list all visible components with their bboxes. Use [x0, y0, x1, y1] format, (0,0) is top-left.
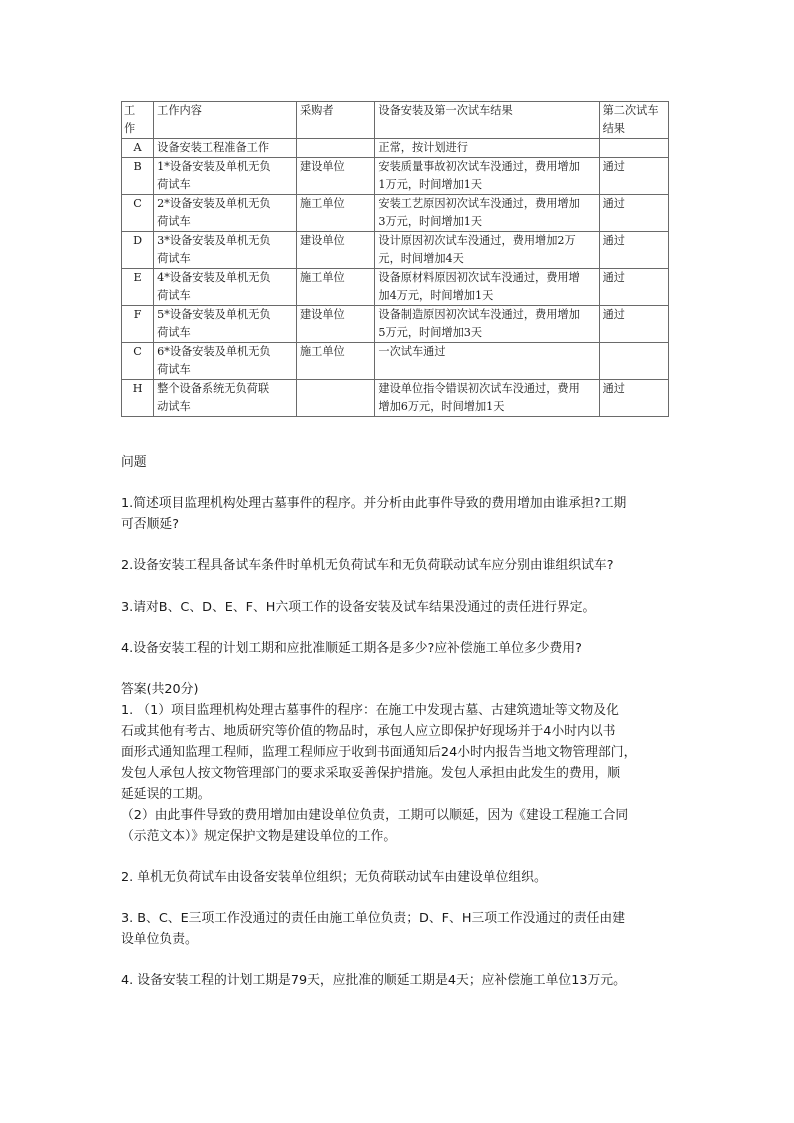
question-4: 4.设备安装工程的计划工期和应批准顺延工期各是多少?应补偿施工单位多少费用?	[121, 641, 582, 656]
cell-result1: 设备制造原因初次试车没通过，费用增加 5万元，时间增加3天	[375, 306, 599, 343]
table-row	[122, 195, 669, 232]
cell-buyer	[296, 380, 374, 417]
answer-line: 石或其他有考古、地质研究等价值的物品时，承包人应立即保护好现场并于4小时内以书	[121, 724, 616, 739]
table-header-row	[122, 102, 669, 139]
cell-result2	[599, 343, 668, 380]
cell-result2: 通过	[599, 380, 668, 417]
answer-2: 2. 单机无负荷试车由设备安装单位组织；无负荷联动试车由建设单位组织。	[121, 870, 547, 885]
cell-buyer	[296, 139, 374, 158]
cell-result1: 正常，按计划进行	[375, 139, 599, 158]
cell-result1: 建设单位指令错误初次试车没通过，费用 增加6万元，时间增加1天	[375, 380, 599, 417]
questions-heading: 问题	[121, 455, 147, 470]
cell-code: B	[122, 158, 154, 195]
cell-result1: 设备原材料原因初次试车没通过，费用增 加4万元，时间增加1天	[375, 269, 599, 306]
table-row	[122, 380, 669, 417]
cell-buyer: 施工单位	[296, 269, 374, 306]
cell-content: 6*设备安装及单机无负 荷试车	[154, 343, 297, 380]
cell-content: 2*设备安装及单机无负 荷试车	[154, 195, 297, 232]
header-content: 工作内容	[154, 102, 297, 139]
cell-result2: 通过	[599, 158, 668, 195]
answer-line: 发包人承包人按文物管理部门的要求采取妥善保护措施。发包人承担由此发生的费用，顺	[121, 766, 621, 781]
answer-3	[121, 908, 686, 950]
cell-buyer: 建设单位	[296, 306, 374, 343]
question-2: 2.设备安装工程具备试车条件时单机无负荷试车和无负荷联动试车应分别由谁组织试车?	[121, 558, 614, 573]
cell-content: 1*设备安装及单机无负 荷试车	[154, 158, 297, 195]
table-row	[122, 139, 669, 158]
cell-result2: 通过	[599, 269, 668, 306]
answer-1-part-1	[121, 700, 686, 805]
work-results-table	[121, 101, 669, 417]
question-1-line: 可否顺延?	[121, 517, 179, 532]
header-result1: 设备安装及第一次试车结果	[375, 102, 599, 139]
cell-code: F	[122, 306, 154, 343]
answer-line: 1. （1）项目监理机构处理古墓事件的程序：在施工中发现古墓、古建筑遗址等文物及化	[121, 703, 619, 718]
answer-line: 面形式通知监理工程师，监理工程师应于收到书面通知后24小时内报告当地文物管理部门，	[121, 745, 637, 760]
cell-result2: 通过	[599, 306, 668, 343]
cell-result2	[599, 139, 668, 158]
answer-line: 设单位负责。	[121, 932, 198, 947]
cell-code: H	[122, 380, 154, 417]
table-row	[122, 343, 669, 380]
cell-code: E	[122, 269, 154, 306]
answer-4: 4. 设备安装工程的计划工期是79天，应批准的顺延工期是4天；应补偿施工单位13万元。	[121, 973, 626, 988]
answers-heading: 答案(共20分)	[121, 682, 199, 697]
question-1	[121, 493, 686, 535]
answer-line: 3. B、C、E三项工作没通过的责任由施工单位负责；D、F、H三项工作没通过的责任由建	[121, 911, 626, 926]
cell-code: D	[122, 232, 154, 269]
cell-content: 整个设备系统无负荷联 动试车	[154, 380, 297, 417]
answer-1-part-2	[121, 805, 686, 847]
cell-result1: 一次试车通过	[375, 343, 599, 380]
cell-result2: 通过	[599, 232, 668, 269]
cell-content: 4*设备安装及单机无负 荷试车	[154, 269, 297, 306]
question-3: 3.请对B、C、D、E、F、H六项工作的设备安装及试车结果没通过的责任进行界定。	[121, 600, 596, 615]
cell-result1: 设计原因初次试车没通过，费用增加2万 元，时间增加4天	[375, 232, 599, 269]
table-row	[122, 306, 669, 343]
cell-buyer: 施工单位	[296, 195, 374, 232]
answer-line: （示范文本）》规定保护文物是建设单位的工作。	[121, 829, 397, 844]
answer-line: （2）由此事件导致的费用增加由建设单位负责，工期可以顺延，因为《建设工程施工合同	[121, 808, 629, 823]
cell-result1: 安装工艺原因初次试车没通过，费用增加 3万元，时间增加1天	[375, 195, 599, 232]
table-row	[122, 232, 669, 269]
cell-buyer: 建设单位	[296, 232, 374, 269]
cell-buyer: 建设单位	[296, 158, 374, 195]
cell-code: C	[122, 195, 154, 232]
cell-content: 设备安装工程准备工作	[154, 139, 297, 158]
cell-code: A	[122, 139, 154, 158]
header-work: 工 作	[122, 102, 154, 139]
cell-result2: 通过	[599, 195, 668, 232]
header-result2: 第二次试车 结果	[599, 102, 668, 139]
answer-line: 延延误的工期。	[121, 787, 211, 802]
question-1-line: 1.简述项目监理机构处理古墓事件的程序。并分析由此事件导致的费用增加由谁承担?工期	[121, 496, 627, 511]
table-row	[122, 269, 669, 306]
cell-buyer: 施工单位	[296, 343, 374, 380]
table-row	[122, 158, 669, 195]
cell-code: C	[122, 343, 154, 380]
cell-content: 5*设备安装及单机无负 荷试车	[154, 306, 297, 343]
header-buyer: 采购者	[296, 102, 374, 139]
cell-result1: 安装质量事故初次试车没通过，费用增加 1万元，时间增加1天	[375, 158, 599, 195]
cell-content: 3*设备安装及单机无负 荷试车	[154, 232, 297, 269]
